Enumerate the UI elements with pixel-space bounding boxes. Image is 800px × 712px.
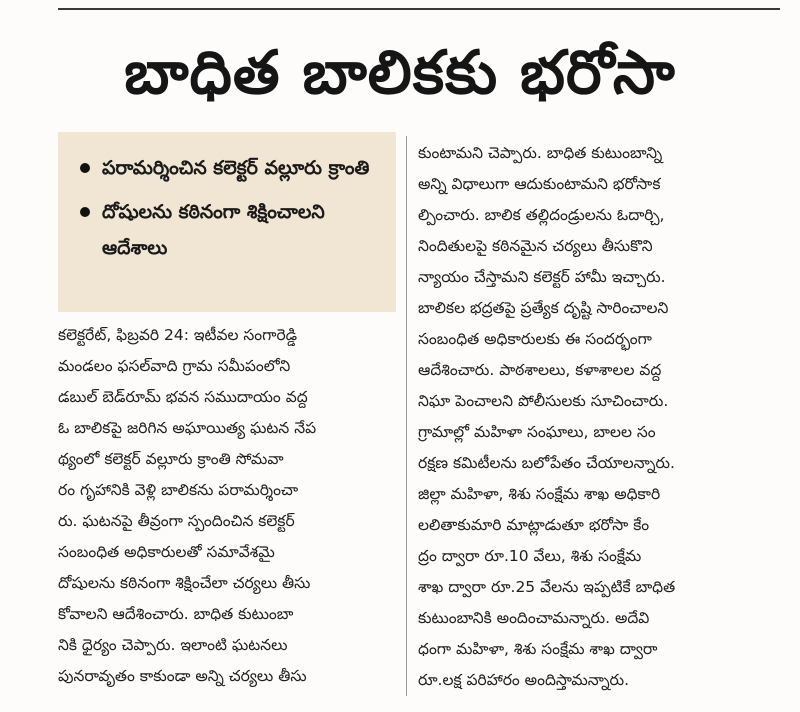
text-line: గ్రామాల్లో మహిళా సంఘాలు, బాలల సం — [418, 423, 656, 441]
text-line: ధంగా మహిళా, శిశు సంక్షేమ శాఖ ద్వారా — [418, 640, 658, 658]
text-line: ల్పించారు. బాలిక తల్లిదండ్రులను ఓదార్చి, — [418, 206, 665, 224]
text-line: దోషులను కఠినంగా శిక్షించేలా చర్యలు తీసు — [58, 574, 311, 592]
article-column-left — [58, 320, 394, 692]
text-line: డబుల్ బెడ్‌రూమ్ భవన సముదాయం వద్ద — [58, 388, 308, 406]
text-line: అన్ని విధాలుగా ఆదుకుంటామని భరోసాక — [418, 175, 661, 193]
bullet-icon — [80, 163, 90, 173]
text-line: రక్షణ కమిటీలను బలోపేతం చేయాలన్నారు. — [418, 454, 675, 472]
column-divider — [406, 136, 407, 696]
text-line: ఓ బాలికపై జరిగిన అఘాయిత్య ఘటన నేప — [58, 419, 317, 437]
text-line: మండలం ఫసల్‌వాది గ్రామ సమీపంలోని — [58, 357, 291, 375]
text-line: ద్రం ద్వారా రూ.10 వేలు, శిశు సంక్షేమ — [418, 547, 642, 565]
headline: బాధిత బాలికకు భరోసా — [124, 38, 676, 108]
text-line: కలెక్టరేట్, ఫిబ్రవరి 24: ఇటీవల సంగారెడ్డి — [58, 326, 298, 344]
text-line: న్యాయం చేస్తామని కలెక్టర్ హామీ ఇచ్చారు. — [418, 268, 666, 286]
text-line: జిల్లా మహిళా, శిశు సంక్షేమ శాఖ అధికారి — [418, 485, 661, 503]
bullet-icon — [80, 207, 90, 217]
text-line: శాఖ ద్వారా రూ.25 వేలను ఇప్పటికే బాధిత — [418, 578, 676, 596]
highlight-text: దోషులను కఠినంగా శిక్షించాలని ఆదేశాలు — [102, 201, 325, 259]
text-line: కోవాలని ఆదేశించారు. బాధిత కుటుంబా — [58, 605, 294, 623]
text-line: ఆదేశించారు. పాఠశాలలు, కళాశాలల వద్ద — [418, 361, 662, 379]
text-line: నిందితులపై కఠినమైన చర్యలు తీసుకొని — [418, 237, 653, 255]
highlight-item — [80, 194, 380, 266]
text-line: నికి ధైర్యం చెప్పారు. ఇలాంటి ఘటనలు — [58, 636, 288, 654]
highlight-item — [80, 150, 380, 186]
highlight-text: పరామర్శించిన కలెక్టర్ వల్లూరు క్రాంతి — [102, 157, 370, 179]
text-line: లలితాకుమారి మాట్లాడుతూ భరోసా కేం — [418, 516, 650, 534]
text-line: బాలికల భద్రతపై ప్రత్యేక దృష్టి సారించాలని — [418, 299, 669, 317]
text-line: రు. ఘటనపై తీవ్రంగా స్పందించిన కలెక్టర్ — [58, 512, 295, 530]
text-line: పునరావృతం కాకుండా అన్ని చర్యలు తీసు — [58, 667, 307, 685]
top-rule — [58, 8, 780, 10]
highlights-box — [58, 132, 396, 312]
text-line: సంబంధిత అధికారులకు ఈ సందర్భంగా — [418, 330, 652, 348]
text-line: సంబంధిత అధికారులతో సమావేశమై — [58, 543, 275, 561]
text-line: రం గృహానికి వెళ్లి బాలికను పరామర్శించా — [58, 481, 299, 499]
text-line: కుటుంబానికి అందించామన్నారు. అదేవి — [418, 609, 650, 627]
article-column-right — [418, 138, 780, 696]
text-line: కుంటామని చెప్పారు. బాధిత కుటుంబాన్ని — [418, 144, 663, 162]
text-line: థ్యంలో కలెక్టర్ వల్లూరు క్రాంతి సోమవా — [58, 450, 284, 468]
text-line: నిఘా పెంచాలని పోలీసులకు సూచించారు. — [418, 392, 669, 410]
text-line: రూ.లక్ష పరిహారం అందిస్తామన్నారు. — [418, 671, 630, 689]
